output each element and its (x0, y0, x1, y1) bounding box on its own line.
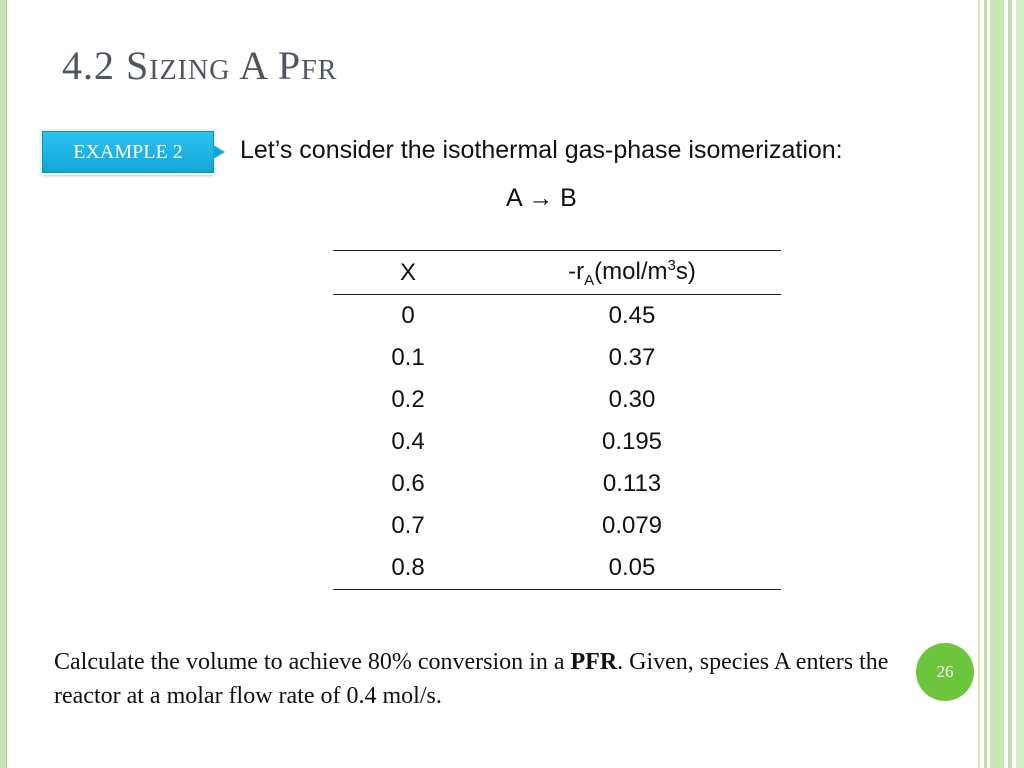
table-row (333, 337, 781, 379)
cell-conversion: 0.7 (391, 512, 425, 539)
header-rate: $-r_A(mol/m^3s)$ (568, 256, 696, 289)
page-number-badge: 26 (916, 643, 974, 701)
table-row (333, 421, 781, 463)
cell-rate: 0.05 (608, 554, 656, 581)
pfr-emphasis: PFR (570, 649, 618, 675)
cell-conversion: 0 (401, 302, 415, 329)
header-conversion: X (399, 258, 416, 286)
table-row (333, 505, 781, 547)
intro-text: Let’s consider the isothermal gas-phase isomerization: (240, 136, 843, 164)
cell-rate: 0.195 (601, 428, 663, 455)
cell-conversion: 0.2 (391, 386, 425, 413)
cell-rate: 0.079 (601, 512, 663, 539)
left-decorative-border (0, 0, 7, 768)
cell-conversion: 0.4 (391, 428, 425, 455)
example-label: EXAMPLE 2 (42, 131, 214, 173)
table-row (333, 463, 781, 505)
table-header-row (333, 251, 781, 295)
cell-conversion: 0.1 (391, 344, 425, 371)
right-decorative-frame (978, 0, 1024, 768)
cell-conversion: 0.6 (391, 470, 425, 497)
reaction-equation: A → B (506, 184, 577, 212)
cell-rate: 0.30 (608, 386, 656, 413)
slide-title: 4.2 Sizing A Pfr (62, 43, 338, 88)
problem-statement: Calculate the volume to achieve 80% conversion in a PFR. Given, species A enters the reactor at a molar flow rate of 0.4 mol/s. (54, 649, 889, 709)
table-row (333, 295, 781, 338)
rate-data-table (333, 250, 781, 590)
cell-rate: 0.113 (602, 470, 662, 497)
cell-conversion: 0.8 (391, 554, 425, 581)
table-row (333, 547, 781, 590)
cell-rate: 0.37 (608, 344, 656, 371)
table-row (333, 379, 781, 421)
cell-rate: 0.45 (608, 302, 656, 329)
